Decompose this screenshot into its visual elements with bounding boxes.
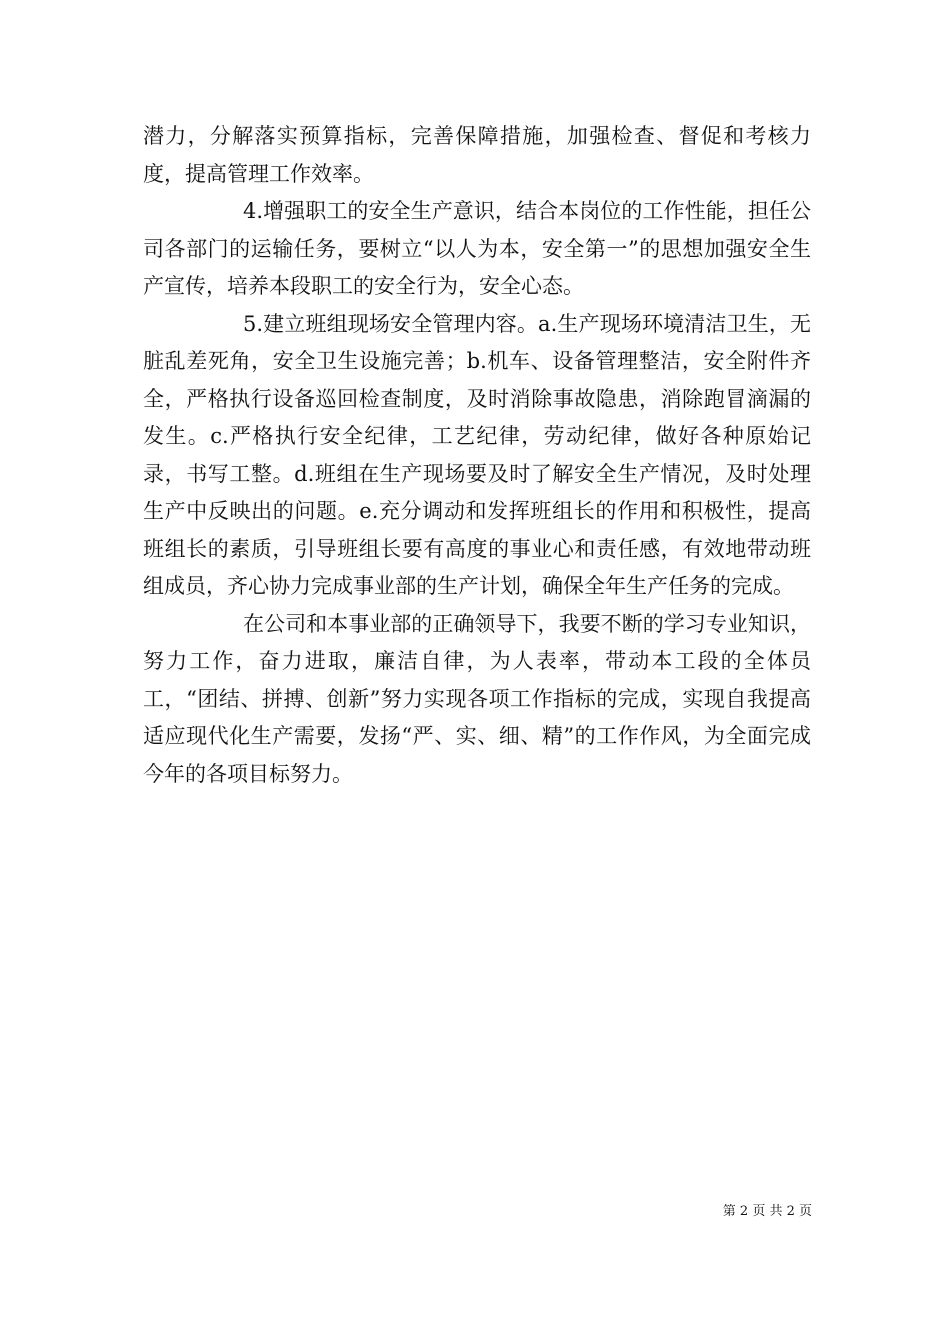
paragraph-item-5: 5.建立班组现场安全管理内容。a.生产现场环境清洁卫生，无脏乱差死角，安全卫生设施完善；b.机车、设备管理整洁，安全附件齐全，严格执行设备巡回检查制度，及时消除事故隐患，消除跑冒滴漏的发生。c.严格执行安全纪律，工艺纪律，劳动纪律，做好各种原始记录，书写工整。d.班组在生产现场要及时了解安全生产情况，及时处理生产中反映出的问题。e.充分调动和发挥班组长的作用和积极性，提高班组长的素质，引导班组长要有高度的事业心和责任感，有效地带动班组成员，齐心协力完成事业部的生产计划，确保全年生产任务的完成。 (143, 311, 811, 598)
paragraph-conclusion: 在公司和本事业部的正确领导下，我要不断的学习专业知识，努力工作，奋力进取，廉洁自律，为人表率，带动本工段的全体员工，“团结、拼搏、创新”努力实现各项工作指标的完成，实现自我提高适应现代化生产需要，发扬“严、实、细、精”的工作作风，为全面完成今年的各项目标努力。 (143, 611, 811, 786)
document-body (143, 118, 811, 793)
paragraph-item-4: 4.增强职工的安全生产意识，结合本岗位的工作性能，担任公司各部门的运输任务，要树立“以人为本，安全第一”的思想加强安全生产宣传，培养本段职工的安全行为，安全心态。 (143, 199, 811, 298)
paragraph-continuation: 潜力，分解落实预算指标，完善保障措施，加强检查、督促和考核力度，提高管理工作效率。 (143, 124, 811, 186)
page-number-footer: 第 2 页 共 2 页 (722, 1204, 812, 1219)
